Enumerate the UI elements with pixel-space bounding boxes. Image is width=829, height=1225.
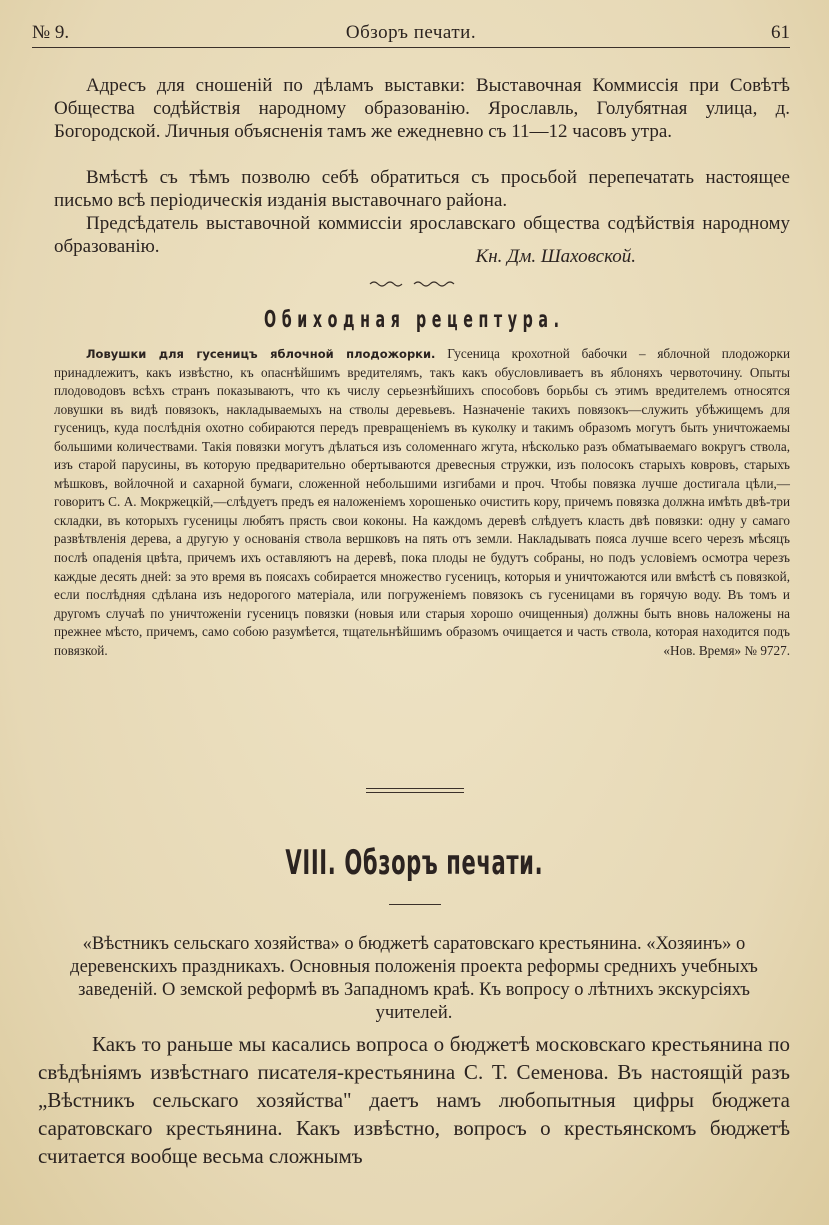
running-title: Обзоръ печати. — [345, 22, 477, 43]
divider-rule-bottom — [366, 792, 464, 793]
section-summary: «Вѣстникъ сельскаго хозяйства» о бюджетѣ саратовскаго крестьянина. «Хозяинъ» о деревенскихъ праздникахъ. Основныя положенія проекта реформы среднихъ учебныхъ заведеній. О земской реформѣ въ Западномъ краѣ. Къ вопросу о лѣтнихъ экскурсіяхъ учителей. — [70, 934, 758, 1023]
header-rule — [32, 47, 790, 48]
page-number: 61 — [771, 22, 790, 43]
recipe-source: «Нов. Время» № 9727. — [663, 642, 790, 658]
section-rule — [389, 904, 441, 905]
letter-paragraph-3: Предсѣдатель выставочной коммиссіи ярославскаго общества содѣйствія народному образованію. — [54, 213, 790, 257]
section-body: Какъ то раньше мы касались вопроса о бюджетѣ московскаго крестьянина по свѣдѣніямъ извѣстнаго писателя-крестьянина С. Т. Семенова. Въ настоящій разъ „Вѣстникъ сельскаго хозяйства" даетъ намъ любопытныя цифры бюджета саратовскаго крестьянина. Какъ извѣстно, вопросъ о крестьянскомъ бюджетѣ считается вообще весьма сложнымъ — [38, 1032, 790, 1168]
recipe-heading: Обиходная рецептура. — [264, 307, 565, 333]
recipe-lead: Ловушки для гусеницъ яблочной плодожорки. — [86, 347, 436, 361]
running-header — [32, 22, 790, 46]
issue-number: № 9. — [32, 22, 70, 43]
section-heading: VIII. Обзоръ печати. — [285, 843, 544, 883]
divider-rule-top — [366, 788, 464, 789]
letter-paragraph-1: Адресъ для сношеній по дѣламъ выставки: Выставочная Коммиссія при Совѣтѣ Общества содѣйствія народному образованію. Ярославль, Голубятная улица, д. Богородской. Личныя объясненія тамъ же ежедневно съ 11—12 часовъ утра. — [54, 75, 790, 142]
wave-ornament — [368, 278, 464, 288]
recipe-text: Гусеница крохотной бабочки – яблочной плодожорки принадлежитъ, какъ извѣстно, къ опаснѣйшимъ вредителямъ, такъ какъ обусловливаетъ въ яблоняхъ червоточину. Опыты плодоводовъ всѣхъ странъ показываютъ, что къ числу серьезнѣйшихъ способовъ борьбы съ этимъ вредителемъ относятся ловушки въ видѣ повязокъ, накладываемыхъ на стволы деревьевъ. Назначеніе такихъ повязокъ—служить убѣжищемъ для гусеницъ, куда послѣднія охотно собираются передъ превращеніемъ въ куколку и такимъ образомъ могутъ быть уничтожаемы большими количествами. Такія повязки могутъ дѣлаться изъ соломеннаго жгута, нѣсколько разъ обматываемаго вокругъ ствола, изъ старой парусины, въ которую предварительно обертываются древесныя стружки, изъ полосокъ старыхъ ковровъ, старыхъ мѣшковъ, войлочной и сахарной бумаги, сложенной небольшими изгибами и проч. Чтобы повязка лучше достигала цѣли,—говоритъ С. А. Мокржецкій,—слѣдуетъ предъ ея наложеніемъ хорошенько очистить кору, причемъ повязка должна имѣть двѣ-три складки, въ которыхъ гусеницы любятъ прясть свои коконы. На каждомъ деревѣ слѣдуетъ класть двѣ повязки: одну у самаго развѣтвленія дерева, а другую у основанія ствола вершковъ на пять отъ земли. Накладывать пояса лучше всего черезъ мѣсяцъ послѣ опаденія цвѣта, причемъ ихъ оставляютъ на деревѣ, пока плоды не будутъ собраны, но подъ условіемъ осмотра черезъ каждые десять дней: за это время въ поясахъ собирается множество гусеницъ, которыя и уничтожаются или вмѣстѣ съ повязкой, если послѣдняя сдѣлана изъ недорогого матеріала, или погруженіемъ повязокъ съ гусеницами въ горячую воду. Въ томъ и другомъ случаѣ по уничтоженіи гусеницъ повязки (новыя или старыя хорошо очищенныя) должны быть вновь наложены на прежнее мѣсто, причемъ, само собою разумѣется, тщательнѣйшимъ образомъ очищается и часть ствола, которая находится подъ повязкой. — [54, 346, 790, 658]
recipe-article — [54, 345, 790, 660]
signature: Кн. Дм. Шаховской. — [475, 246, 636, 267]
letter-paragraph-2: Вмѣстѣ съ тѣмъ позволю себѣ обратиться съ просьбой перепечатать настоящее письмо всѣ періодическія изданія выставочнаго района. — [54, 167, 790, 211]
